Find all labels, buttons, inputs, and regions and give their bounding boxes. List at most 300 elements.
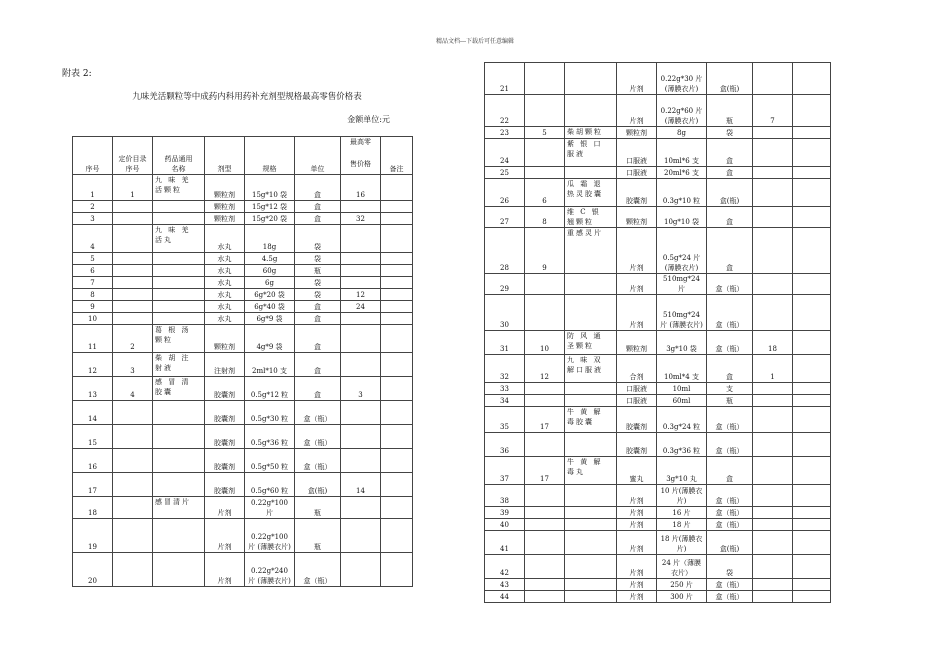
price-cell: 3: [341, 377, 381, 401]
drug-name-cell: 葛 根 汤 颗粒: [153, 325, 205, 353]
spec-cell: 510mg*24 片: [657, 274, 707, 295]
catalog-cell: [113, 519, 153, 553]
catalog-cell: [113, 449, 153, 473]
form-cell: 片剂: [617, 531, 657, 555]
seq-cell: 32: [485, 355, 525, 383]
form-cell: 片剂: [617, 295, 657, 331]
unit-cell: 袋: [295, 289, 341, 301]
catalog-cell: 6: [525, 179, 565, 207]
note-cell: [793, 139, 831, 167]
seq-cell: 22: [485, 95, 525, 127]
spec-cell: 2ml*10 支: [245, 353, 295, 377]
price-cell: [341, 201, 381, 213]
spec-cell: 0.5g*36 粒: [245, 425, 295, 449]
table-row: [485, 485, 831, 507]
table-row: [485, 395, 831, 407]
price-cell: [341, 553, 381, 587]
catalog-cell: [525, 579, 565, 591]
note-cell: [381, 225, 413, 253]
seq-cell: 36: [485, 433, 525, 457]
catalog-cell: 4: [113, 377, 153, 401]
drug-name-cell: [153, 401, 205, 425]
catalog-cell: [113, 553, 153, 587]
catalog-cell: [525, 295, 565, 331]
price-table-right: [484, 62, 831, 603]
note-cell: [381, 353, 413, 377]
form-cell: 胶囊剂: [617, 433, 657, 457]
unit-cell: 瓶: [295, 519, 341, 553]
table-row: [73, 449, 413, 473]
seq-cell: 39: [485, 507, 525, 519]
unit-cell: 盒（瓶）: [707, 331, 753, 355]
spec-cell: 300 片: [657, 591, 707, 603]
seq-cell: 15: [73, 425, 113, 449]
price-cell: 16: [341, 175, 381, 201]
note-cell: [793, 591, 831, 603]
table-row: [485, 127, 831, 139]
form-cell: 片剂: [617, 591, 657, 603]
form-cell: 胶囊剂: [617, 179, 657, 207]
catalog-cell: [113, 497, 153, 519]
table-row: [485, 228, 831, 274]
spec-cell: 10 片(薄膜衣片): [657, 485, 707, 507]
form-cell: 颗粒剂: [205, 201, 245, 213]
price-cell: [753, 127, 793, 139]
note-cell: [381, 401, 413, 425]
drug-name-cell: [153, 553, 205, 587]
catalog-cell: [113, 313, 153, 325]
spec-cell: 0.5g*30 粒: [245, 401, 295, 425]
note-cell: [381, 553, 413, 587]
col-header-unit: 单位: [295, 137, 341, 175]
spec-cell: 3g*10 袋: [657, 331, 707, 355]
unit-cell: 盒（瓶）: [707, 579, 753, 591]
note-cell: [381, 325, 413, 353]
table-row: [485, 433, 831, 457]
price-cell: [753, 63, 793, 95]
seq-cell: 24: [485, 139, 525, 167]
col-header-name: 药品通用 名称: [153, 137, 205, 175]
header-note: 精品文档---下载后可任意编辑: [435, 38, 515, 45]
appendix-label: 附表 2:: [62, 69, 92, 79]
table-row: [485, 95, 831, 127]
unit-cell: 盒: [707, 207, 753, 228]
drug-name-cell: [565, 591, 617, 603]
col-header-price: 最高零 售价格: [341, 137, 381, 175]
table-row: [485, 531, 831, 555]
table-row: [73, 353, 413, 377]
drug-name-cell: 防 风 通 圣颗粒: [565, 331, 617, 355]
table-row: [73, 175, 413, 201]
catalog-cell: [113, 225, 153, 253]
col-header-catalog: 定价目录 序号: [113, 137, 153, 175]
catalog-cell: [525, 591, 565, 603]
form-cell: 口服液: [617, 383, 657, 395]
drug-name-cell: [565, 555, 617, 579]
seq-cell: 41: [485, 531, 525, 555]
note-cell: [793, 531, 831, 555]
catalog-cell: [525, 555, 565, 579]
catalog-cell: [525, 507, 565, 519]
spec-cell: 15g*10 袋: [245, 175, 295, 201]
drug-name-cell: [153, 289, 205, 301]
spec-cell: 18 片: [657, 519, 707, 531]
catalog-cell: [113, 473, 153, 497]
catalog-cell: [525, 519, 565, 531]
seq-cell: 44: [485, 591, 525, 603]
spec-cell: 10ml*4 支: [657, 355, 707, 383]
unit-cell: 盒（瓶）: [295, 401, 341, 425]
table-row: [73, 289, 413, 301]
unit-cell: 瓶: [707, 395, 753, 407]
price-cell: [341, 313, 381, 325]
unit-cell: 盒: [295, 301, 341, 313]
price-cell: [753, 507, 793, 519]
price-cell: [341, 425, 381, 449]
price-cell: [753, 407, 793, 433]
form-cell: 胶囊剂: [205, 377, 245, 401]
table-row: [73, 225, 413, 253]
seq-cell: 5: [73, 253, 113, 265]
form-cell: 颗粒剂: [205, 325, 245, 353]
note-cell: [793, 395, 831, 407]
table-row: [73, 519, 413, 553]
table-row: [485, 179, 831, 207]
drug-name-cell: [565, 579, 617, 591]
price-cell: [753, 457, 793, 485]
price-cell: 14: [341, 473, 381, 497]
note-cell: [793, 295, 831, 331]
note-cell: [793, 383, 831, 395]
seq-cell: 18: [73, 497, 113, 519]
seq-cell: 20: [73, 553, 113, 587]
col-header-seq: 序号: [73, 137, 113, 175]
catalog-cell: [113, 253, 153, 265]
price-cell: [753, 228, 793, 274]
table-row: [485, 331, 831, 355]
table-row: [73, 425, 413, 449]
price-cell: [753, 395, 793, 407]
drug-name-cell: [565, 63, 617, 95]
form-cell: 片剂: [617, 519, 657, 531]
seq-cell: 11: [73, 325, 113, 353]
catalog-cell: 17: [525, 407, 565, 433]
table-row: [485, 207, 831, 228]
spec-cell: 60ml: [657, 395, 707, 407]
note-cell: [381, 289, 413, 301]
catalog-cell: 3: [113, 353, 153, 377]
catalog-cell: [525, 95, 565, 127]
form-cell: 片剂: [617, 579, 657, 591]
form-cell: 片剂: [205, 519, 245, 553]
table-row: [73, 325, 413, 353]
seq-cell: 30: [485, 295, 525, 331]
drug-name-cell: [565, 519, 617, 531]
table-row: [485, 457, 831, 485]
seq-cell: 14: [73, 401, 113, 425]
spec-cell: 16 片: [657, 507, 707, 519]
drug-name-cell: 感冒清片: [153, 497, 205, 519]
note-cell: [381, 449, 413, 473]
drug-name-cell: 牛 黄 解 毒胶囊: [565, 407, 617, 433]
form-cell: 颗粒剂: [617, 207, 657, 228]
drug-name-cell: [153, 213, 205, 225]
drug-name-cell: [153, 277, 205, 289]
table-row: [73, 401, 413, 425]
seq-cell: 33: [485, 383, 525, 395]
seq-cell: 16: [73, 449, 113, 473]
price-cell: [753, 179, 793, 207]
seq-cell: 27: [485, 207, 525, 228]
form-cell: 片剂: [617, 485, 657, 507]
spec-cell: 6g*20 袋: [245, 289, 295, 301]
note-cell: [381, 277, 413, 289]
form-cell: 口服液: [617, 395, 657, 407]
unit-cell: 盒: [295, 213, 341, 225]
note-cell: [793, 228, 831, 274]
drug-name-cell: [565, 95, 617, 127]
note-cell: [793, 579, 831, 591]
note-cell: [793, 331, 831, 355]
catalog-cell: [525, 167, 565, 179]
unit-cell: 盒(瓶): [707, 531, 753, 555]
spec-cell: 0.22g*60 片 (薄膜衣片): [657, 95, 707, 127]
seq-cell: 21: [485, 63, 525, 95]
table-row: [73, 265, 413, 277]
table-row: [73, 253, 413, 265]
price-cell: 12: [341, 289, 381, 301]
note-cell: [793, 555, 831, 579]
spec-cell: 0.5g*12 粒: [245, 377, 295, 401]
spec-cell: 10ml: [657, 383, 707, 395]
spec-cell: 8g: [657, 127, 707, 139]
note-cell: [381, 377, 413, 401]
unit-cell: 盒（瓶）: [707, 519, 753, 531]
seq-cell: 4: [73, 225, 113, 253]
spec-cell: 0.3g*10 粒: [657, 179, 707, 207]
spec-cell: 510mg*24 片 (薄膜衣片): [657, 295, 707, 331]
note-cell: [381, 213, 413, 225]
form-cell: 颗粒剂: [205, 175, 245, 201]
catalog-cell: [525, 395, 565, 407]
note-cell: [381, 313, 413, 325]
drug-name-cell: [565, 295, 617, 331]
unit-cell: 袋: [295, 225, 341, 253]
spec-cell: 18g: [245, 225, 295, 253]
catalog-cell: 1: [113, 175, 153, 201]
catalog-cell: [113, 289, 153, 301]
table-row: [73, 313, 413, 325]
table-header-row: [73, 137, 413, 175]
unit-cell: 盒(瓶): [295, 473, 341, 497]
seq-cell: 23: [485, 127, 525, 139]
seq-cell: 2: [73, 201, 113, 213]
unit-cell: 盒（瓶）: [707, 591, 753, 603]
unit-cell: 盒: [707, 355, 753, 383]
drug-name-cell: 柴胡颗粒: [565, 127, 617, 139]
note-cell: [793, 207, 831, 228]
price-cell: [341, 497, 381, 519]
col-header-note: 备注: [381, 137, 413, 175]
seq-cell: 38: [485, 485, 525, 507]
form-cell: 片剂: [617, 555, 657, 579]
price-cell: 18: [753, 331, 793, 355]
catalog-cell: [113, 401, 153, 425]
form-cell: 水丸: [205, 265, 245, 277]
price-cell: [753, 383, 793, 395]
spec-cell: 0.5g*24 片 (薄膜衣片): [657, 228, 707, 274]
spec-cell: 6g*9 袋: [245, 313, 295, 325]
table-row: [485, 507, 831, 519]
drug-name-cell: 重感灵片: [565, 228, 617, 274]
unit-cell: 袋: [295, 253, 341, 265]
note-cell: [381, 473, 413, 497]
unit-cell: 盒: [707, 457, 753, 485]
note-cell: [793, 519, 831, 531]
spec-cell: 10ml*6 支: [657, 139, 707, 167]
seq-cell: 9: [73, 301, 113, 313]
form-cell: 口服液: [617, 167, 657, 179]
spec-cell: 0.22g*100 片 (薄膜衣片): [245, 519, 295, 553]
note-cell: [381, 497, 413, 519]
drug-name-cell: 柴 胡 注 射液: [153, 353, 205, 377]
col-header-form: 剂型: [205, 137, 245, 175]
price-cell: [341, 353, 381, 377]
table-row: [485, 383, 831, 395]
form-cell: 水丸: [205, 225, 245, 253]
form-cell: 片剂: [617, 507, 657, 519]
form-cell: 合剂: [617, 355, 657, 383]
unit-cell: 盒（瓶）: [707, 295, 753, 331]
spec-cell: 10g*10 袋: [657, 207, 707, 228]
catalog-cell: 9: [525, 228, 565, 274]
drug-name-cell: [153, 425, 205, 449]
unit-cell: 盒（瓶）: [707, 433, 753, 457]
note-cell: [793, 63, 831, 95]
seq-cell: 17: [73, 473, 113, 497]
unit-cell: 盒: [295, 377, 341, 401]
note-cell: [793, 95, 831, 127]
unit-cell: 瓶: [295, 265, 341, 277]
spec-cell: 24 片（薄膜衣片）: [657, 555, 707, 579]
drug-name-cell: 维 C 银 翘颗粒: [565, 207, 617, 228]
unit-cell: 盒: [295, 201, 341, 213]
price-cell: [753, 433, 793, 457]
unit-cell: 袋: [707, 127, 753, 139]
form-cell: 胶囊剂: [617, 407, 657, 433]
note-cell: [793, 179, 831, 207]
drug-name-cell: 瓜 霜 退 热灵胶囊: [565, 179, 617, 207]
table-row: [485, 555, 831, 579]
spec-cell: 4.5g: [245, 253, 295, 265]
drug-name-cell: [153, 473, 205, 497]
form-cell: 片剂: [205, 553, 245, 587]
seq-cell: 43: [485, 579, 525, 591]
catalog-cell: [525, 383, 565, 395]
unit-cell: 盒(瓶): [707, 179, 753, 207]
price-cell: [753, 531, 793, 555]
table-row: [73, 201, 413, 213]
table-row: [485, 295, 831, 331]
drug-name-cell: [565, 395, 617, 407]
note-cell: [793, 355, 831, 383]
table-row: [485, 579, 831, 591]
form-cell: 胶囊剂: [205, 401, 245, 425]
unit-cell: 袋: [707, 555, 753, 579]
unit-cell: 袋: [295, 277, 341, 289]
drug-name-cell: [565, 433, 617, 457]
note-cell: [381, 201, 413, 213]
price-cell: [753, 485, 793, 507]
price-cell: [341, 277, 381, 289]
unit-cell: 盒（瓶）: [295, 553, 341, 587]
unit-cell: 盒: [707, 139, 753, 167]
table-row: [485, 139, 831, 167]
spec-cell: 0.3g*36 粒: [657, 433, 707, 457]
document-title: 九味羌活颗粒等中成药内科用药补充剂型规格最高零售价格表: [132, 92, 362, 102]
unit-cell: 瓶: [295, 497, 341, 519]
col-header-spec: 规格: [245, 137, 295, 175]
price-cell: [753, 167, 793, 179]
note-cell: [381, 301, 413, 313]
price-cell: [341, 401, 381, 425]
form-cell: 颗粒剂: [617, 331, 657, 355]
note-cell: [381, 253, 413, 265]
spec-cell: 18 片(薄膜衣片): [657, 531, 707, 555]
form-cell: 水丸: [205, 301, 245, 313]
seq-cell: 7: [73, 277, 113, 289]
table-row: [485, 519, 831, 531]
seq-cell: 19: [73, 519, 113, 553]
unit-cell: 盒(瓶): [707, 63, 753, 95]
seq-cell: 8: [73, 289, 113, 301]
drug-name-cell: [565, 383, 617, 395]
unit-cell: 盒: [707, 228, 753, 274]
seq-cell: 26: [485, 179, 525, 207]
unit-note: 金额单位:元: [347, 115, 390, 124]
table-row: [485, 167, 831, 179]
seq-cell: 3: [73, 213, 113, 225]
form-cell: 片剂: [617, 95, 657, 127]
table-row: [73, 377, 413, 401]
catalog-cell: 8: [525, 207, 565, 228]
spec-cell: 0.22g*240 片 (薄膜衣片): [245, 553, 295, 587]
seq-cell: 10: [73, 313, 113, 325]
price-cell: 1: [753, 355, 793, 383]
unit-cell: 盒（瓶）: [295, 425, 341, 449]
drug-name-cell: 九 味 羌 活丸: [153, 225, 205, 253]
form-cell: 水丸: [205, 277, 245, 289]
note-cell: [381, 425, 413, 449]
table-row: [485, 274, 831, 295]
catalog-cell: 2: [113, 325, 153, 353]
table-row: [73, 473, 413, 497]
seq-cell: 35: [485, 407, 525, 433]
table-row: [73, 277, 413, 289]
drug-name-cell: [565, 531, 617, 555]
unit-cell: 盒: [707, 167, 753, 179]
price-cell: [341, 325, 381, 353]
drug-name-cell: [153, 201, 205, 213]
seq-cell: 40: [485, 519, 525, 531]
drug-name-cell: [565, 274, 617, 295]
catalog-cell: [525, 531, 565, 555]
spec-cell: 0.3g*24 粒: [657, 407, 707, 433]
price-cell: [753, 295, 793, 331]
spec-cell: 250 片: [657, 579, 707, 591]
form-cell: 胶囊剂: [205, 425, 245, 449]
price-cell: [341, 519, 381, 553]
